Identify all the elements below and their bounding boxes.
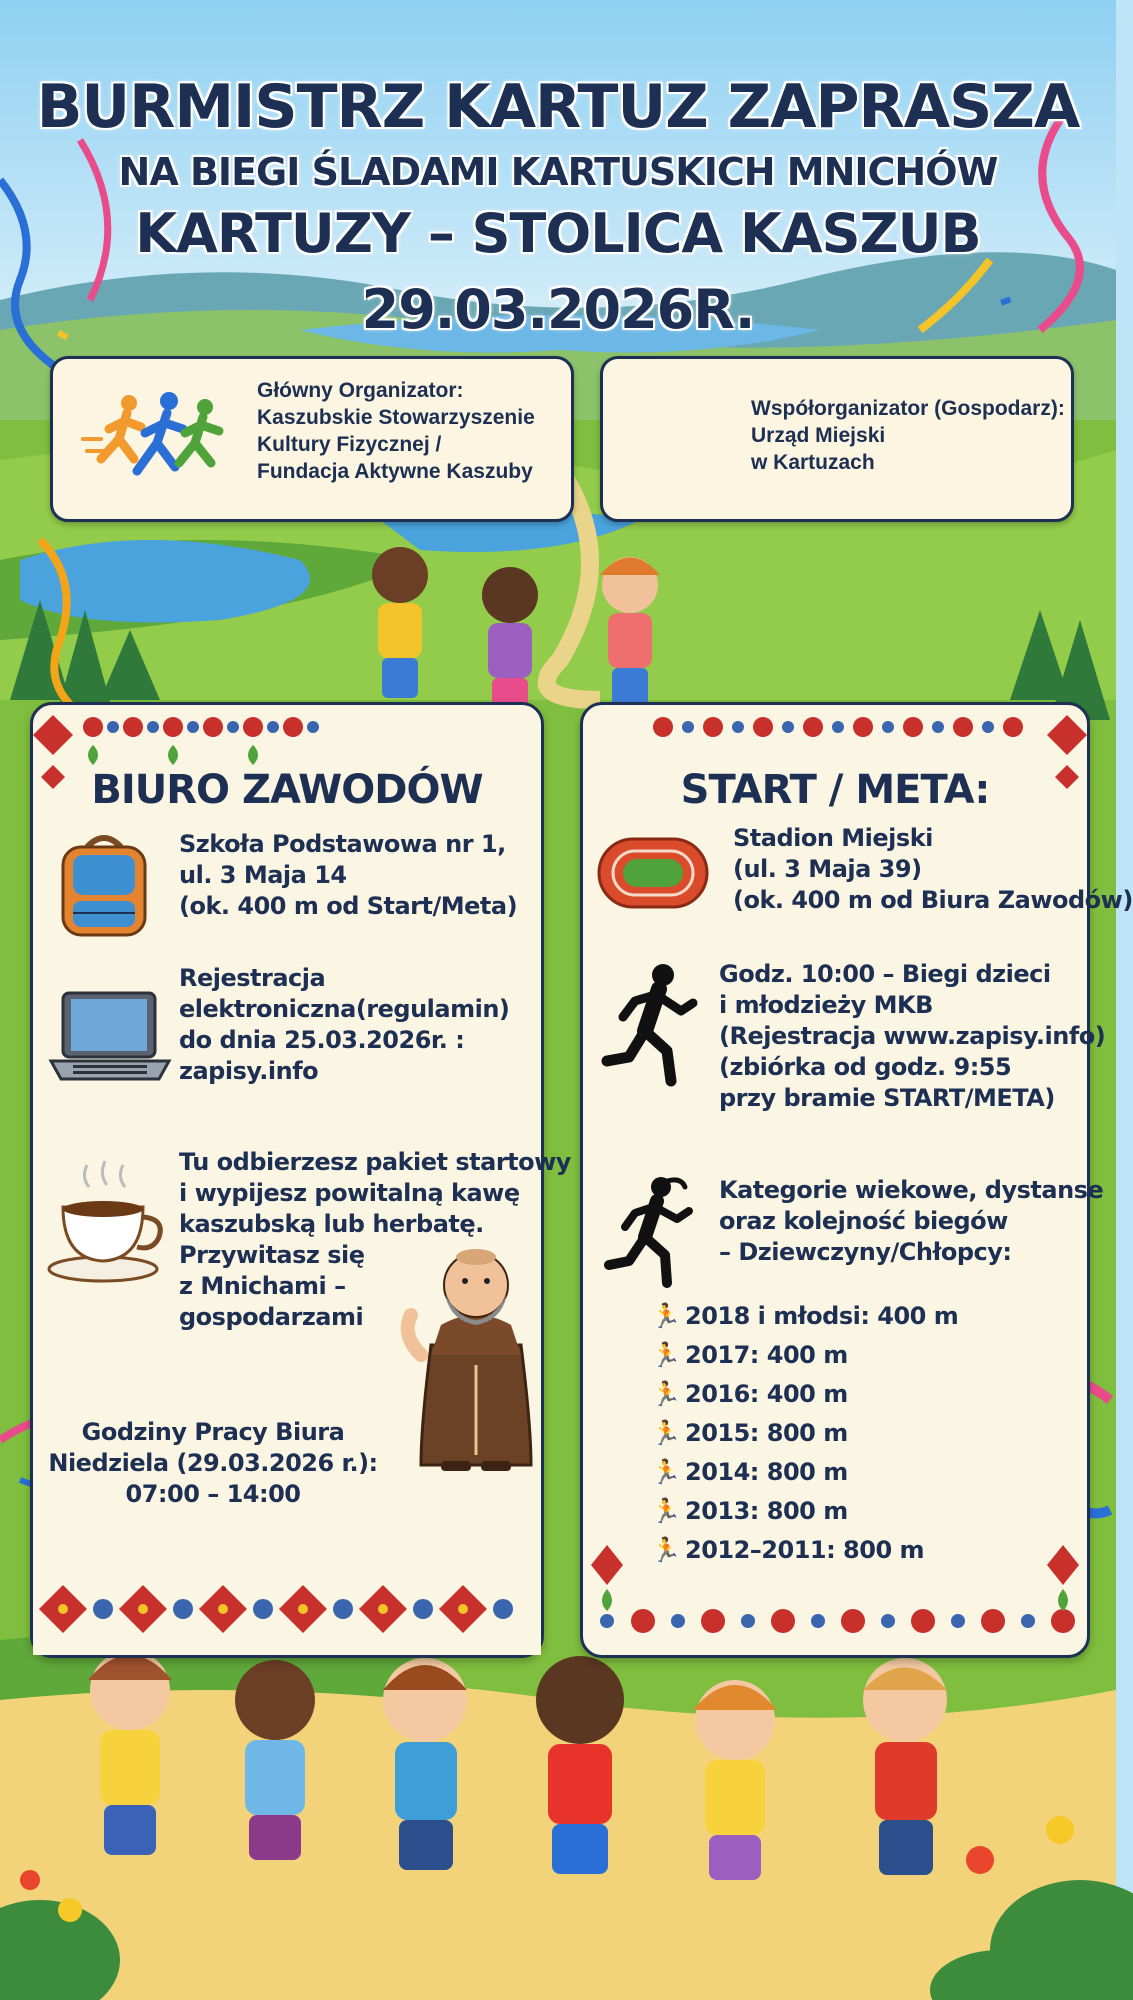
event-date: 29.03.2026R. [361, 278, 755, 341]
package-line: gospodarzami [179, 1303, 364, 1331]
categories-intro [719, 1175, 1103, 1268]
stadium-track-icon [595, 833, 711, 913]
main-organizer-box [50, 356, 574, 522]
schedule-line: Godz. 10:00 – Biegi dzieci [719, 960, 1051, 988]
schedule-line[interactable]: (Rejestracja www.zapisy.info) [719, 1022, 1106, 1050]
organizer-name-3: Fundacja Aktywne Kaszuby [257, 460, 533, 483]
package-line: z Mnichami – [179, 1272, 346, 1300]
main-title: BURMISTRZ KARTUZ ZAPRASZA [36, 72, 1080, 142]
subtitle-city: KARTUZY – STOLICA KASZUB [135, 202, 981, 265]
laptop-icon [49, 987, 171, 1087]
race-office-title: BIURO ZAWODÓW [91, 767, 483, 813]
office-hours-label: Godziny Pracy Biura [81, 1418, 345, 1446]
schedule-line: (zbiórka od godz. 9:55 [719, 1053, 1012, 1081]
runner-woman-icon [605, 1173, 695, 1293]
office-address-line: ul. 3 Maja 14 [179, 861, 347, 889]
package-line: Przywitasz się [179, 1241, 365, 1269]
monk-illustration [401, 1225, 551, 1475]
main-organizer-text [257, 377, 535, 485]
package-line: i wypijesz powitalną kawę [179, 1179, 520, 1207]
co-organizer-name-1: Urząd Miejski [751, 424, 886, 447]
start-finish-title: START / META: [680, 767, 990, 813]
package-line: kaszubską lub herbatę. [179, 1210, 484, 1238]
registration-line: elektroniczna(regulamin) [179, 995, 510, 1023]
category-label: 2013: 800 m [685, 1497, 848, 1525]
category-item [651, 1336, 958, 1375]
organizer-label: Główny Organizator: [257, 379, 464, 402]
package-line: Tu odbierzesz pakiet startowy [179, 1148, 571, 1176]
stadium-line: Stadion Miejski [733, 824, 933, 852]
folk-ornament-bottom-icon [33, 1571, 541, 1655]
runner-man-icon [601, 961, 701, 1091]
stadium-line: (ul. 3 Maja 39) [733, 855, 922, 883]
office-address [179, 829, 517, 922]
category-label: 2016: 400 m [685, 1380, 848, 1408]
small-runner-icon: 🏃 [651, 1458, 681, 1486]
category-item [651, 1414, 958, 1453]
registration-info [179, 963, 509, 1087]
categories-intro-line: Kategorie wiekowe, dystanse [719, 1176, 1104, 1204]
registration-line: do dnia 25.03.2026r. : [179, 1026, 465, 1054]
office-address-line: Szkoła Podstawowa nr 1, [179, 830, 506, 858]
schedule-line: i młodzieży MKB [719, 991, 933, 1019]
category-item [651, 1453, 958, 1492]
runners-logo-icon [79, 389, 239, 489]
race-office-panel [30, 702, 571, 1658]
category-label: 2012–2011: 800 m [685, 1536, 925, 1564]
co-organizer-label: Współorganizator (Gospodarz): [751, 397, 1065, 420]
start-finish-panel [580, 702, 1133, 1658]
small-runner-icon: 🏃 [651, 1419, 681, 1447]
schedule-info [719, 959, 1105, 1114]
registration-link[interactable]: zapisy.info [179, 1057, 319, 1085]
small-runner-icon: 🏃 [651, 1302, 681, 1330]
office-address-line: (ok. 400 m od Start/Meta) [179, 892, 518, 920]
co-organizer-text [751, 395, 1065, 476]
small-runner-icon: 🏃 [651, 1341, 681, 1369]
office-hours-time: 07:00 – 14:00 [125, 1480, 301, 1508]
category-item [651, 1297, 958, 1336]
small-runner-icon: 🏃 [651, 1497, 681, 1525]
co-organizer-name-2: w Kartuzach [751, 451, 875, 474]
category-label: 2015: 800 m [685, 1419, 848, 1447]
backpack-icon [57, 829, 151, 939]
stadium-line: (ok. 400 m od Biura Zawodów) [733, 886, 1133, 914]
folk-ornament-right-bottom-icon [583, 1525, 1087, 1655]
co-organizer-box [600, 356, 1074, 522]
registration-line: Rejestracja [179, 964, 326, 992]
category-label: 2014: 800 m [685, 1458, 848, 1486]
schedule-line: przy bramie START/META) [719, 1084, 1055, 1112]
office-hours [33, 1417, 393, 1510]
categories-intro-line: – Dziewczyny/Chłopcy: [719, 1238, 1012, 1266]
organizer-name-2: Kultury Fizycznej / [257, 433, 442, 456]
category-label: 2017: 400 m [685, 1341, 848, 1369]
organizer-name-1: Kaszubskie Stowarzyszenie [257, 406, 535, 429]
small-runner-icon: 🏃 [651, 1380, 681, 1408]
subtitle-event: NA BIEGI ŚLADAMI KARTUSKICH MNICHÓW [118, 150, 998, 194]
categories-intro-line: oraz kolejność biegów [719, 1207, 1008, 1235]
coffee-cup-icon [47, 1155, 167, 1285]
office-hours-day: Niedziela (29.03.2026 r.): [48, 1449, 378, 1477]
kids-top-illustration [372, 547, 660, 723]
category-label: 2018 i młodsi: 400 m [685, 1302, 959, 1330]
small-runner-icon: 🏃 [651, 1536, 681, 1564]
stadium-info [733, 823, 1133, 916]
category-item [651, 1375, 958, 1414]
